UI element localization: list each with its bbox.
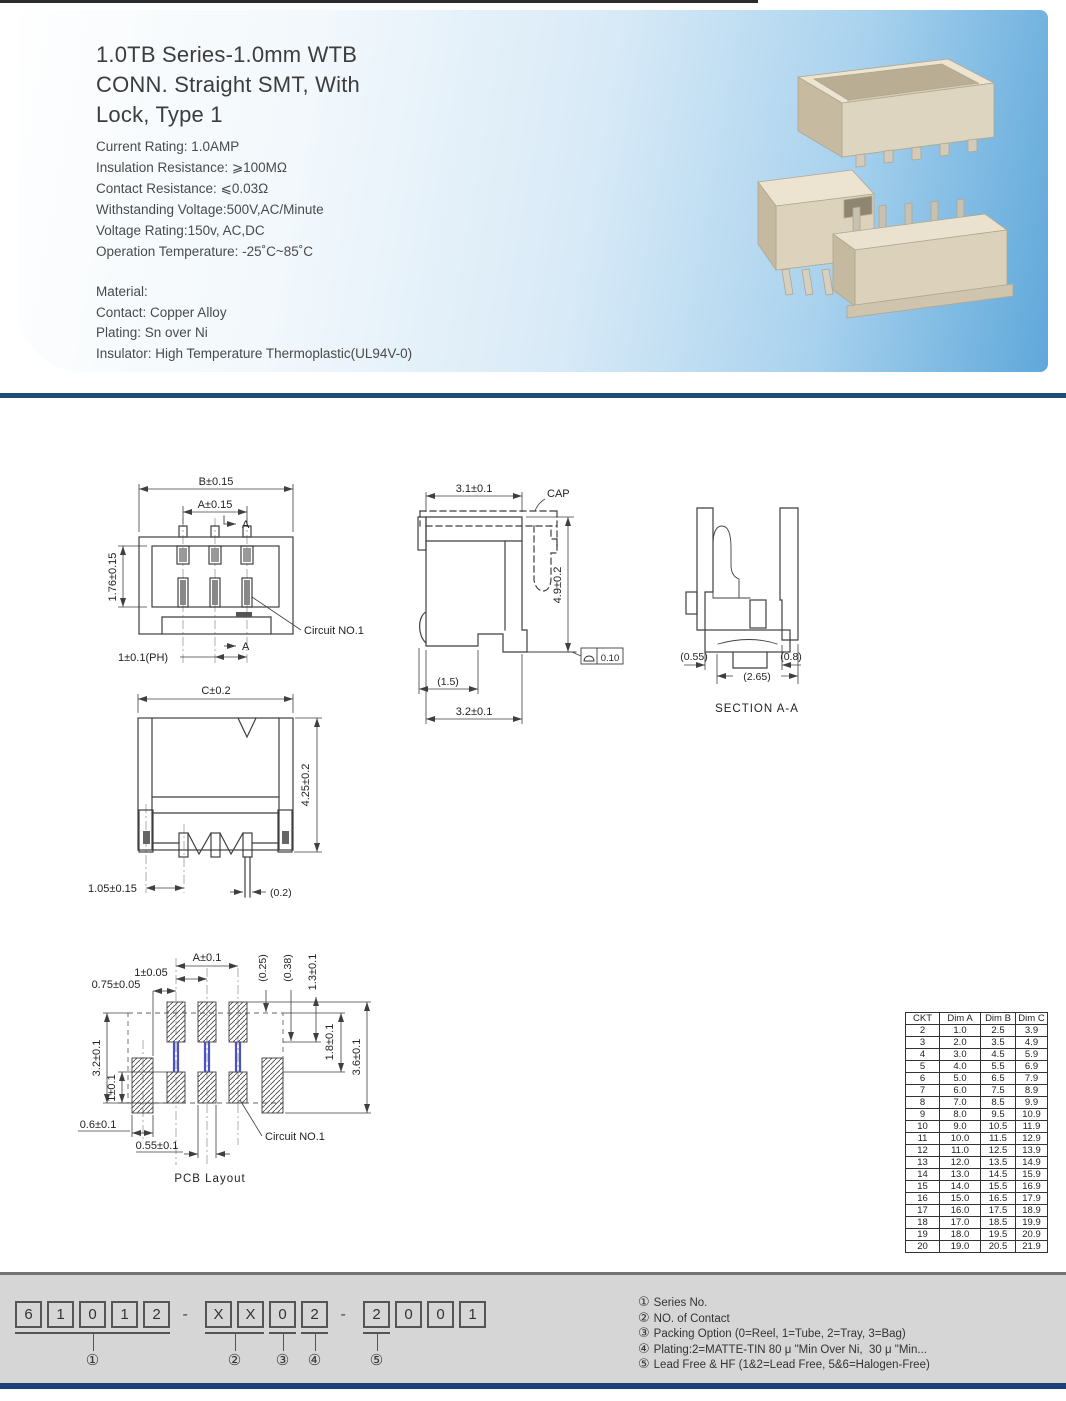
table-cell: 13	[906, 1157, 940, 1169]
spec-line: Insulation Resistance: ⩾100MΩ	[96, 160, 287, 175]
table-cell: 18.5	[981, 1217, 1016, 1229]
table-cell: 7	[906, 1085, 940, 1097]
table-cell: 2	[906, 1025, 940, 1037]
table-cell: 19.9	[1016, 1217, 1048, 1229]
table-cell: 16.5	[981, 1193, 1016, 1205]
dim-label: 1±0.1(PH)	[118, 652, 169, 664]
table-cell: 12	[906, 1145, 940, 1157]
table-row	[906, 1217, 1048, 1229]
table-cell: 15.0	[940, 1193, 981, 1205]
table-cell: 5.0	[940, 1073, 981, 1085]
table-cell: 11	[906, 1133, 940, 1145]
title-line: 1.0TB Series-1.0mm WTB	[96, 42, 358, 67]
table-cell: 8.9	[1016, 1085, 1048, 1097]
material-line: Contact: Copper Alloy	[96, 304, 227, 320]
part-number-panel	[0, 1272, 1066, 1389]
table-row	[906, 1169, 1048, 1181]
legend-text: Lead Free & HF (1&2=Lead Free, 5&6=Halogen-Free)	[653, 1359, 930, 1371]
table-cell: 18.0	[940, 1229, 981, 1241]
table-cell: 9	[906, 1109, 940, 1121]
table-cell: 10.9	[1016, 1109, 1048, 1121]
part-number-group-leader	[283, 1334, 284, 1351]
dim-label: 1±0.1	[106, 1074, 118, 1102]
table-row	[906, 1133, 1048, 1145]
table-cell: 15.9	[1016, 1169, 1048, 1181]
legend-mark: ④	[638, 1340, 650, 1356]
part-number-box: 0	[427, 1301, 454, 1328]
part-number-group-mark: ②	[227, 1352, 242, 1369]
dim-label: 4.9±0.2	[552, 566, 564, 604]
material-line: Plating: Sn over Ni	[96, 325, 208, 340]
table-cell: 7.5	[981, 1085, 1016, 1097]
table-cell: 20.9	[1016, 1229, 1048, 1241]
table-cell: 6.9	[1016, 1061, 1048, 1073]
table-row	[906, 1145, 1048, 1157]
dim-label: C±0.2	[201, 685, 231, 697]
dim-label: 1.05±0.15	[88, 883, 137, 895]
spec-line: Withstanding Voltage:500V,AC/Minute	[96, 202, 324, 217]
section-aa-drawing	[680, 508, 802, 715]
table-cell: 6	[906, 1073, 940, 1085]
dimension-table	[905, 1012, 1048, 1253]
legend-text: Series No.	[653, 1297, 708, 1309]
table-row	[906, 1193, 1048, 1205]
section-mark-label: A	[242, 641, 250, 653]
table-cell: 12.0	[940, 1157, 981, 1169]
header-panel	[18, 10, 1048, 372]
table-cell: 9.0	[940, 1121, 981, 1133]
connector-photo-bottom	[833, 199, 1013, 318]
table-row	[906, 1181, 1048, 1193]
part-number-group-mark: ③	[275, 1352, 290, 1369]
part-number-box: 1	[111, 1301, 138, 1328]
dim-label: 1±0.05	[134, 967, 168, 979]
pcb-layout-drawing	[78, 952, 371, 1185]
table-cell: 1.0	[940, 1025, 981, 1037]
table-cell: 3.5	[981, 1037, 1016, 1049]
dim-label: (0.2)	[270, 887, 292, 899]
dimension-table-body	[906, 1025, 1048, 1253]
dim-label: 3.2±0.1	[455, 706, 493, 718]
table-header-row	[906, 1013, 1048, 1025]
dim-label: 1.76±0.15	[107, 552, 119, 602]
part-number-box: 6	[15, 1301, 42, 1328]
legend-item	[638, 1295, 930, 1311]
table-cell: 17.5	[981, 1205, 1016, 1217]
table-cell: 8.5	[981, 1097, 1016, 1109]
part-number-group-mark: ④	[307, 1352, 322, 1369]
flatness-value: 0.10	[600, 653, 620, 664]
table-cell: 18.9	[1016, 1205, 1048, 1217]
table-cell: 14.0	[940, 1181, 981, 1193]
table-row	[906, 1109, 1048, 1121]
part-number-box: 1	[47, 1301, 74, 1328]
part-number-separator: -	[182, 1306, 188, 1323]
table-cell: 19.0	[940, 1241, 981, 1253]
legend-item	[638, 1357, 930, 1373]
table-cell: 17.9	[1016, 1193, 1048, 1205]
top-edge-mark	[0, 0, 758, 3]
legend-text: NO. of Contact	[653, 1312, 730, 1325]
part-number-group-leader	[377, 1334, 378, 1351]
part-number-box: 2	[363, 1301, 390, 1328]
part-number-box: 0	[395, 1301, 422, 1328]
front-view2-drawing	[88, 685, 322, 899]
part-number-box: X	[205, 1301, 232, 1328]
dim-label: (2.65)	[743, 671, 771, 683]
page-title	[96, 40, 360, 130]
dim-label: 0.75±0.05	[91, 979, 141, 991]
table-cell: 3.0	[940, 1049, 981, 1061]
table-cell: 2.0	[940, 1037, 981, 1049]
spec-line: Voltage Rating:150v, AC,DC	[96, 223, 265, 238]
table-cell: 6.0	[940, 1085, 981, 1097]
table-cell: 16	[906, 1193, 940, 1205]
part-number-box: 0	[269, 1301, 296, 1328]
table-cell: 17.0	[940, 1217, 981, 1229]
table-row	[906, 1085, 1048, 1097]
table-row	[906, 1061, 1048, 1073]
table-cell: 2.5	[981, 1025, 1016, 1037]
table-cell: 14	[906, 1169, 940, 1181]
dim-label: B±0.15	[198, 476, 234, 488]
dim-label: 0.55±0.1	[135, 1140, 179, 1152]
dim-label: (0.25)	[257, 954, 269, 982]
legend-item	[638, 1311, 930, 1327]
table-row	[906, 1157, 1048, 1169]
dim-label: (0.55)	[680, 651, 708, 663]
part-number-group-leader	[315, 1334, 316, 1351]
spec-line: Current Rating: 1.0AMP	[96, 139, 240, 154]
col-header-dim-c: Dim C	[1016, 1013, 1048, 1025]
table-cell: 19	[906, 1229, 940, 1241]
part-number-box: 0	[79, 1301, 106, 1328]
table-row	[906, 1241, 1048, 1253]
dim-label: 0.6±0.1	[79, 1119, 117, 1131]
table-row	[906, 1121, 1048, 1133]
dim-label: 3.6±0.1	[351, 1038, 363, 1076]
table-cell: 5.5	[981, 1061, 1016, 1073]
side-view-drawing	[418, 483, 623, 724]
table-cell: 16.0	[940, 1205, 981, 1217]
table-cell: 9.5	[981, 1109, 1016, 1121]
table-cell: 4	[906, 1049, 940, 1061]
table-cell: 10.5	[981, 1121, 1016, 1133]
table-cell: 15	[906, 1181, 940, 1193]
part-number-group-mark: ①	[85, 1352, 100, 1369]
table-row	[906, 1025, 1048, 1037]
title-line: CONN. Straight SMT, With	[96, 72, 360, 97]
table-cell: 10.0	[940, 1133, 981, 1145]
col-header-dim-a: Dim A	[940, 1013, 981, 1025]
legend-text: Packing Option (0=Reel, 1=Tube, 2=Tray, 3=Bag)	[653, 1328, 906, 1340]
legend-item	[638, 1342, 930, 1358]
part-number-group-mark: ⑤	[369, 1352, 384, 1369]
legend-mark: ②	[638, 1309, 650, 1325]
table-cell: 4.5	[981, 1049, 1016, 1061]
dim-label: A±0.1	[192, 952, 222, 964]
legend-mark: ③	[638, 1325, 650, 1340]
spec-line: Contact Resistance: ⩽0.03Ω	[96, 181, 269, 196]
legend-item	[638, 1326, 930, 1342]
legend-text: Plating:2=MATTE-TIN 80 μ "Min Over Ni, 30 μ "Min...	[653, 1343, 927, 1356]
table-cell: 10	[906, 1121, 940, 1133]
part-number-box: 2	[301, 1301, 328, 1328]
dim-label: 1.3±0.1	[307, 953, 319, 991]
dim-label: (0.38)	[282, 954, 294, 982]
table-cell: 3	[906, 1037, 940, 1049]
section-caption: SECTION A-A	[715, 703, 799, 715]
table-cell: 16.9	[1016, 1181, 1048, 1193]
part-number-legend	[638, 1295, 930, 1373]
table-cell: 9.9	[1016, 1097, 1048, 1109]
table-row	[906, 1097, 1048, 1109]
table-cell: 7.0	[940, 1097, 981, 1109]
table-cell: 8.0	[940, 1109, 981, 1121]
table-cell: 15.5	[981, 1181, 1016, 1193]
title-line: Lock, Type 1	[96, 102, 223, 127]
table-row	[906, 1205, 1048, 1217]
front-view-drawing	[107, 476, 364, 664]
part-number-group-leader	[93, 1334, 94, 1351]
part-number-box: X	[237, 1301, 264, 1328]
dim-label: 4.25±0.2	[300, 763, 312, 807]
table-cell: 5	[906, 1061, 940, 1073]
table-row	[906, 1049, 1048, 1061]
table-cell: 13.5	[981, 1157, 1016, 1169]
connector-photo-top	[798, 59, 994, 167]
part-number-box: 1	[459, 1301, 486, 1328]
product-photo	[658, 10, 1048, 372]
legend-mark: ⑤	[638, 1356, 650, 1371]
table-cell: 12.5	[981, 1145, 1016, 1157]
part-number-box: 2	[143, 1301, 170, 1328]
material-line: Insulator: High Temperature Thermoplastic(UL94V-0)	[96, 345, 413, 361]
dim-label: A±0.15	[197, 499, 233, 511]
table-cell: 21.9	[1016, 1241, 1048, 1253]
table-cell: 11.9	[1016, 1121, 1048, 1133]
table-cell: 11.5	[981, 1133, 1016, 1145]
col-header-dim-b: Dim B	[981, 1013, 1016, 1025]
spec-line: Operation Temperature: -25˚C~85˚C	[96, 244, 313, 259]
table-cell: 4.0	[940, 1061, 981, 1073]
dim-label: 1.8±0.1	[324, 1023, 336, 1061]
table-cell: 7.9	[1016, 1073, 1048, 1085]
col-header-ckt: CKT	[906, 1013, 940, 1025]
section-mark-label: A	[242, 519, 250, 531]
table-cell: 20	[906, 1241, 940, 1253]
dim-label: 3.2±0.1	[91, 1039, 103, 1077]
part-number-separator: -	[340, 1306, 346, 1323]
table-cell: 20.5	[981, 1241, 1016, 1253]
table-cell: 19.5	[981, 1229, 1016, 1241]
dim-label: (1.5)	[437, 676, 459, 688]
table-cell: 12.9	[1016, 1133, 1048, 1145]
pcb-caption: PCB Layout	[174, 1173, 246, 1185]
table-cell: 8	[906, 1097, 940, 1109]
table-cell: 14.5	[981, 1169, 1016, 1181]
legend-mark: ①	[638, 1294, 650, 1309]
part-number-group-leader	[235, 1334, 236, 1351]
dim-label: 3.1±0.1	[455, 483, 493, 495]
dim-label: (0.8)	[780, 651, 802, 663]
material-list	[96, 282, 412, 364]
table-cell: 6.5	[981, 1073, 1016, 1085]
part-number-builder	[0, 1275, 640, 1383]
table-row	[906, 1037, 1048, 1049]
table-row	[906, 1229, 1048, 1241]
material-heading: Material:	[96, 284, 148, 299]
table-cell: 14.9	[1016, 1157, 1048, 1169]
table-cell: 18	[906, 1217, 940, 1229]
table-cell: 4.9	[1016, 1037, 1048, 1049]
table-cell: 17	[906, 1205, 940, 1217]
table-cell: 13.0	[940, 1169, 981, 1181]
section-divider	[0, 393, 1066, 398]
circuit-label: Circuit NO.1	[304, 625, 364, 637]
table-cell: 13.9	[1016, 1145, 1048, 1157]
cap-label: CAP	[547, 488, 570, 500]
table-cell: 3.9	[1016, 1025, 1048, 1037]
circuit-label: Circuit NO.1	[265, 1131, 325, 1143]
table-cell: 5.9	[1016, 1049, 1048, 1061]
spec-list	[96, 136, 324, 262]
table-row	[906, 1073, 1048, 1085]
table-cell: 11.0	[940, 1145, 981, 1157]
